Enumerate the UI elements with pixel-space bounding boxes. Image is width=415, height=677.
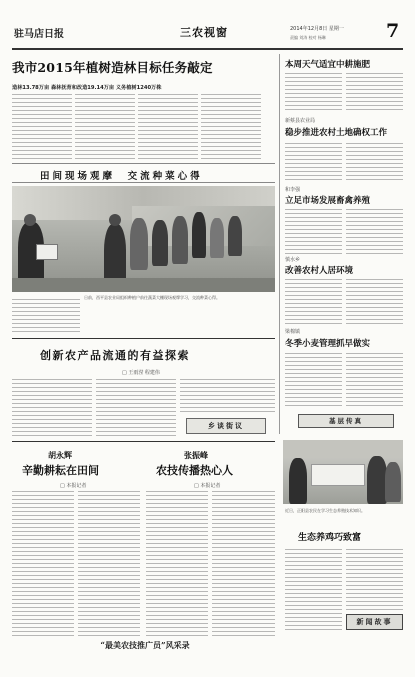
feature-top-rule <box>12 338 275 339</box>
feature-body-col-3 <box>180 378 275 412</box>
section-title: 三农视窗 <box>180 26 228 39</box>
profile-1-body-b <box>78 490 140 636</box>
market-body-a <box>285 208 342 254</box>
news-photo-caption-text: 近日，正阳县农民在学习生态养殖技术知识。 <box>285 508 365 513</box>
wheat-title: 冬季小麦管理抓早做实 <box>285 339 371 349</box>
market-label: 和李强 <box>285 187 301 193</box>
env-body-b <box>346 278 403 326</box>
wheat-label: 梁棉镇 <box>285 329 301 335</box>
page-number: 7 <box>386 20 400 42</box>
feature-bottom-rule <box>12 441 275 442</box>
profile-1-name: 胡永辉 <box>48 450 72 460</box>
feature-tag <box>186 418 266 434</box>
env-body-a <box>285 278 342 326</box>
news-body-b <box>346 548 403 610</box>
profile-2-body-b <box>212 490 275 636</box>
feature-body-col-1 <box>12 378 92 436</box>
lead-body-col-4 <box>201 93 261 159</box>
date-line: 2014年12月8日 星期一 <box>290 26 344 32</box>
lead-body-col-1 <box>12 93 72 159</box>
profile-1-body-a <box>12 490 74 636</box>
news-column-label-text: 新闻故事 <box>356 618 393 626</box>
agri-label: 新蔡县农业局 <box>285 118 316 124</box>
news-column-label <box>346 614 403 630</box>
lead-subheadline: 造林13.78万亩 森林抚育和改造19.14万亩 义务植树1240万株 <box>12 85 162 91</box>
profile-1-byline: □ 本报记者 <box>60 483 87 489</box>
masthead <box>12 22 403 50</box>
news-story-photo <box>283 440 403 504</box>
news-body-a <box>285 548 342 630</box>
photo-caption-text: 日前，西平县农业局组织种植户前往蔬菜大棚现场观摩学习，交流种菜心得。 <box>84 295 220 300</box>
photo-caption <box>84 295 274 325</box>
weather-body-b <box>346 72 403 110</box>
profile-2 <box>146 446 275 636</box>
feature-byline: □ 王雨滢 程建伟 <box>122 370 160 376</box>
photo-banner <box>12 163 275 183</box>
feature-body-col-2 <box>96 378 176 436</box>
lead-body-col-3 <box>138 93 198 159</box>
photo-banner-title: 田间现场观摩 交流种菜心得 <box>40 171 203 182</box>
agri-body-a <box>285 142 342 182</box>
grassroots-column-label <box>298 414 394 428</box>
bottom-banner-text: “最美农技推广员”风采录 <box>100 640 190 650</box>
news-photo-caption <box>285 508 403 522</box>
news-story-title: 生态养鸡巧致富 <box>298 533 362 543</box>
env-title: 改善农村人居环境 <box>285 266 354 276</box>
weather-body-a <box>285 72 342 110</box>
market-body-b <box>346 208 403 254</box>
feature-headline: 创新农产品流通的有益探索 <box>40 349 190 362</box>
agri-title: 稳步推进农村土地确权工作 <box>285 128 388 138</box>
agri-body-b <box>346 142 403 182</box>
profile-2-name: 张振峰 <box>184 450 208 460</box>
wheat-body-a <box>285 352 342 408</box>
lead-body-col-2 <box>75 93 135 159</box>
bottom-banner <box>60 640 230 654</box>
market-title: 立足市场发展畜禽养殖 <box>285 196 371 206</box>
right-column-divider <box>279 54 280 434</box>
lead-body-col-5 <box>12 298 80 334</box>
profile-2-byline: □ 本报记者 <box>194 483 221 489</box>
editor-line: 责编 刘涛 校对 杨琳 <box>290 35 326 40</box>
weather-title: 本周天气适宜中耕施肥 <box>285 60 371 70</box>
profile-2-body-a <box>146 490 208 636</box>
wheat-body-b <box>346 352 403 408</box>
masthead-rule <box>12 48 403 50</box>
lead-headline: 我市2015年植树造林目标任务敲定 <box>12 60 213 75</box>
env-label: 慎水乡 <box>285 257 301 263</box>
profile-1-title: 辛勤耕耘在田间 <box>22 464 99 477</box>
profile-2-title: 农技传播热心人 <box>156 464 233 477</box>
grassroots-column-label-text: 基层传真 <box>329 417 363 425</box>
profile-1 <box>12 446 140 636</box>
feature-tag-label: 乡谈街议 <box>208 422 244 430</box>
field-observation-photo <box>12 186 275 292</box>
newspaper-logo: 驻马店日报 <box>14 29 64 40</box>
